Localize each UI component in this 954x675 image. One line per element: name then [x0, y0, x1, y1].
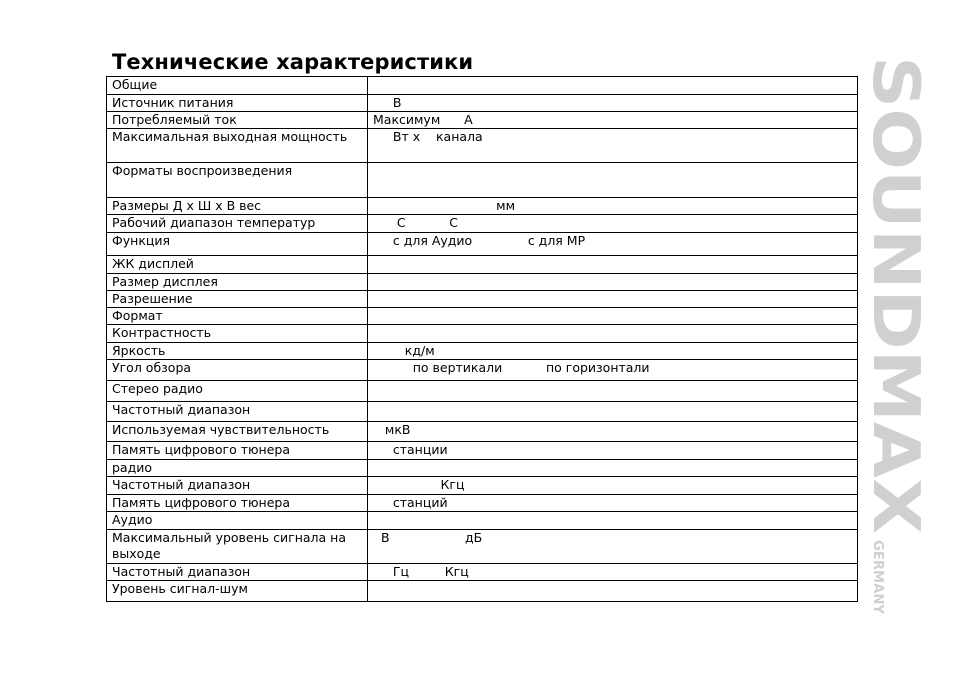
spec-value: С С: [368, 215, 858, 233]
table-row: [107, 129, 858, 163]
table-row: [107, 256, 858, 274]
table-row: [107, 442, 858, 460]
spec-key: ЖК дисплей: [107, 256, 368, 274]
spec-key: Разрешение: [107, 291, 368, 308]
spec-key: Размер дисплея: [107, 274, 368, 291]
spec-key: Угол обзора: [107, 360, 368, 381]
spec-value: [368, 581, 858, 602]
spec-value: В дБ: [368, 530, 858, 564]
spec-value: [368, 291, 858, 308]
spec-key: Максимальная выходная мощность: [107, 129, 368, 163]
table-row: [107, 477, 858, 495]
spec-value: с для Аудио с для МР: [368, 233, 858, 256]
spec-key: Частотный диапазон: [107, 477, 368, 495]
spec-key: Память цифрового тюнера: [107, 442, 368, 460]
spec-key: Частотный диапазон: [107, 402, 368, 422]
table-row: [107, 233, 858, 256]
spec-value: мкВ: [368, 422, 858, 442]
specifications-table: [106, 76, 858, 602]
spec-value: [368, 325, 858, 343]
table-row: [107, 95, 858, 112]
spec-key: Рабочий диапазон температур: [107, 215, 368, 233]
table-row: [107, 495, 858, 512]
spec-value: Максимум А: [368, 112, 858, 129]
spec-value: по вертикали по горизонтали: [368, 360, 858, 381]
spec-value: [368, 512, 858, 530]
spec-value: Кгц: [368, 477, 858, 495]
brand-logo: [858, 56, 932, 616]
page-title: Технические характеристики: [112, 50, 474, 74]
table-row: [107, 381, 858, 402]
spec-value: [368, 308, 858, 325]
table-row: [107, 360, 858, 381]
spec-key: Частотный диапазон: [107, 564, 368, 581]
spec-value: В: [368, 95, 858, 112]
table-row: [107, 325, 858, 343]
spec-value: Вт х канала: [368, 129, 858, 163]
table-row: [107, 460, 858, 477]
spec-key: Потребляемый ток: [107, 112, 368, 129]
spec-key: Контрастность: [107, 325, 368, 343]
table-row: [107, 343, 858, 360]
spec-value: [368, 163, 858, 198]
spec-key: Максимальный уровень сигнала на выходе: [107, 530, 368, 564]
spec-key: Форматы воспроизведения: [107, 163, 368, 198]
spec-value: станций: [368, 495, 858, 512]
spec-value: Гц Кгц: [368, 564, 858, 581]
brand-name: SOUNDMAX: [858, 56, 932, 478]
spec-key: Формат: [107, 308, 368, 325]
spec-key: Размеры Д х Ш х В вес: [107, 198, 368, 215]
table-row: [107, 291, 858, 308]
spec-value: станции: [368, 442, 858, 460]
spec-value: [368, 256, 858, 274]
spec-key: Используемая чувствительность: [107, 422, 368, 442]
spec-value: мм: [368, 198, 858, 215]
spec-value: [368, 402, 858, 422]
table-row: [107, 215, 858, 233]
spec-value: кд/м: [368, 343, 858, 360]
table-row: [107, 198, 858, 215]
table-row: [107, 77, 858, 95]
spec-value: [368, 77, 858, 95]
spec-value: [368, 460, 858, 477]
spec-key: Уровень сигнал-шум: [107, 581, 368, 602]
brand-sub: GERMANY: [870, 540, 885, 613]
spec-key: Аудио: [107, 512, 368, 530]
table-row: [107, 512, 858, 530]
spec-key: Функция: [107, 233, 368, 256]
table-row: [107, 530, 858, 564]
table-row: [107, 402, 858, 422]
spec-key: Источник питания: [107, 95, 368, 112]
spec-value: [368, 274, 858, 291]
table-row: [107, 564, 858, 581]
table-row: [107, 422, 858, 442]
spec-key: Яркость: [107, 343, 368, 360]
table-row: [107, 581, 858, 602]
spec-key: радио: [107, 460, 368, 477]
spec-key: Память цифрового тюнера: [107, 495, 368, 512]
table-row: [107, 308, 858, 325]
spec-key: Стерео радио: [107, 381, 368, 402]
spec-key: Общие: [107, 77, 368, 95]
spec-value: [368, 381, 858, 402]
table-row: [107, 274, 858, 291]
brand-logo-graphic: [858, 56, 932, 616]
table-row: [107, 163, 858, 198]
table-row: [107, 112, 858, 129]
